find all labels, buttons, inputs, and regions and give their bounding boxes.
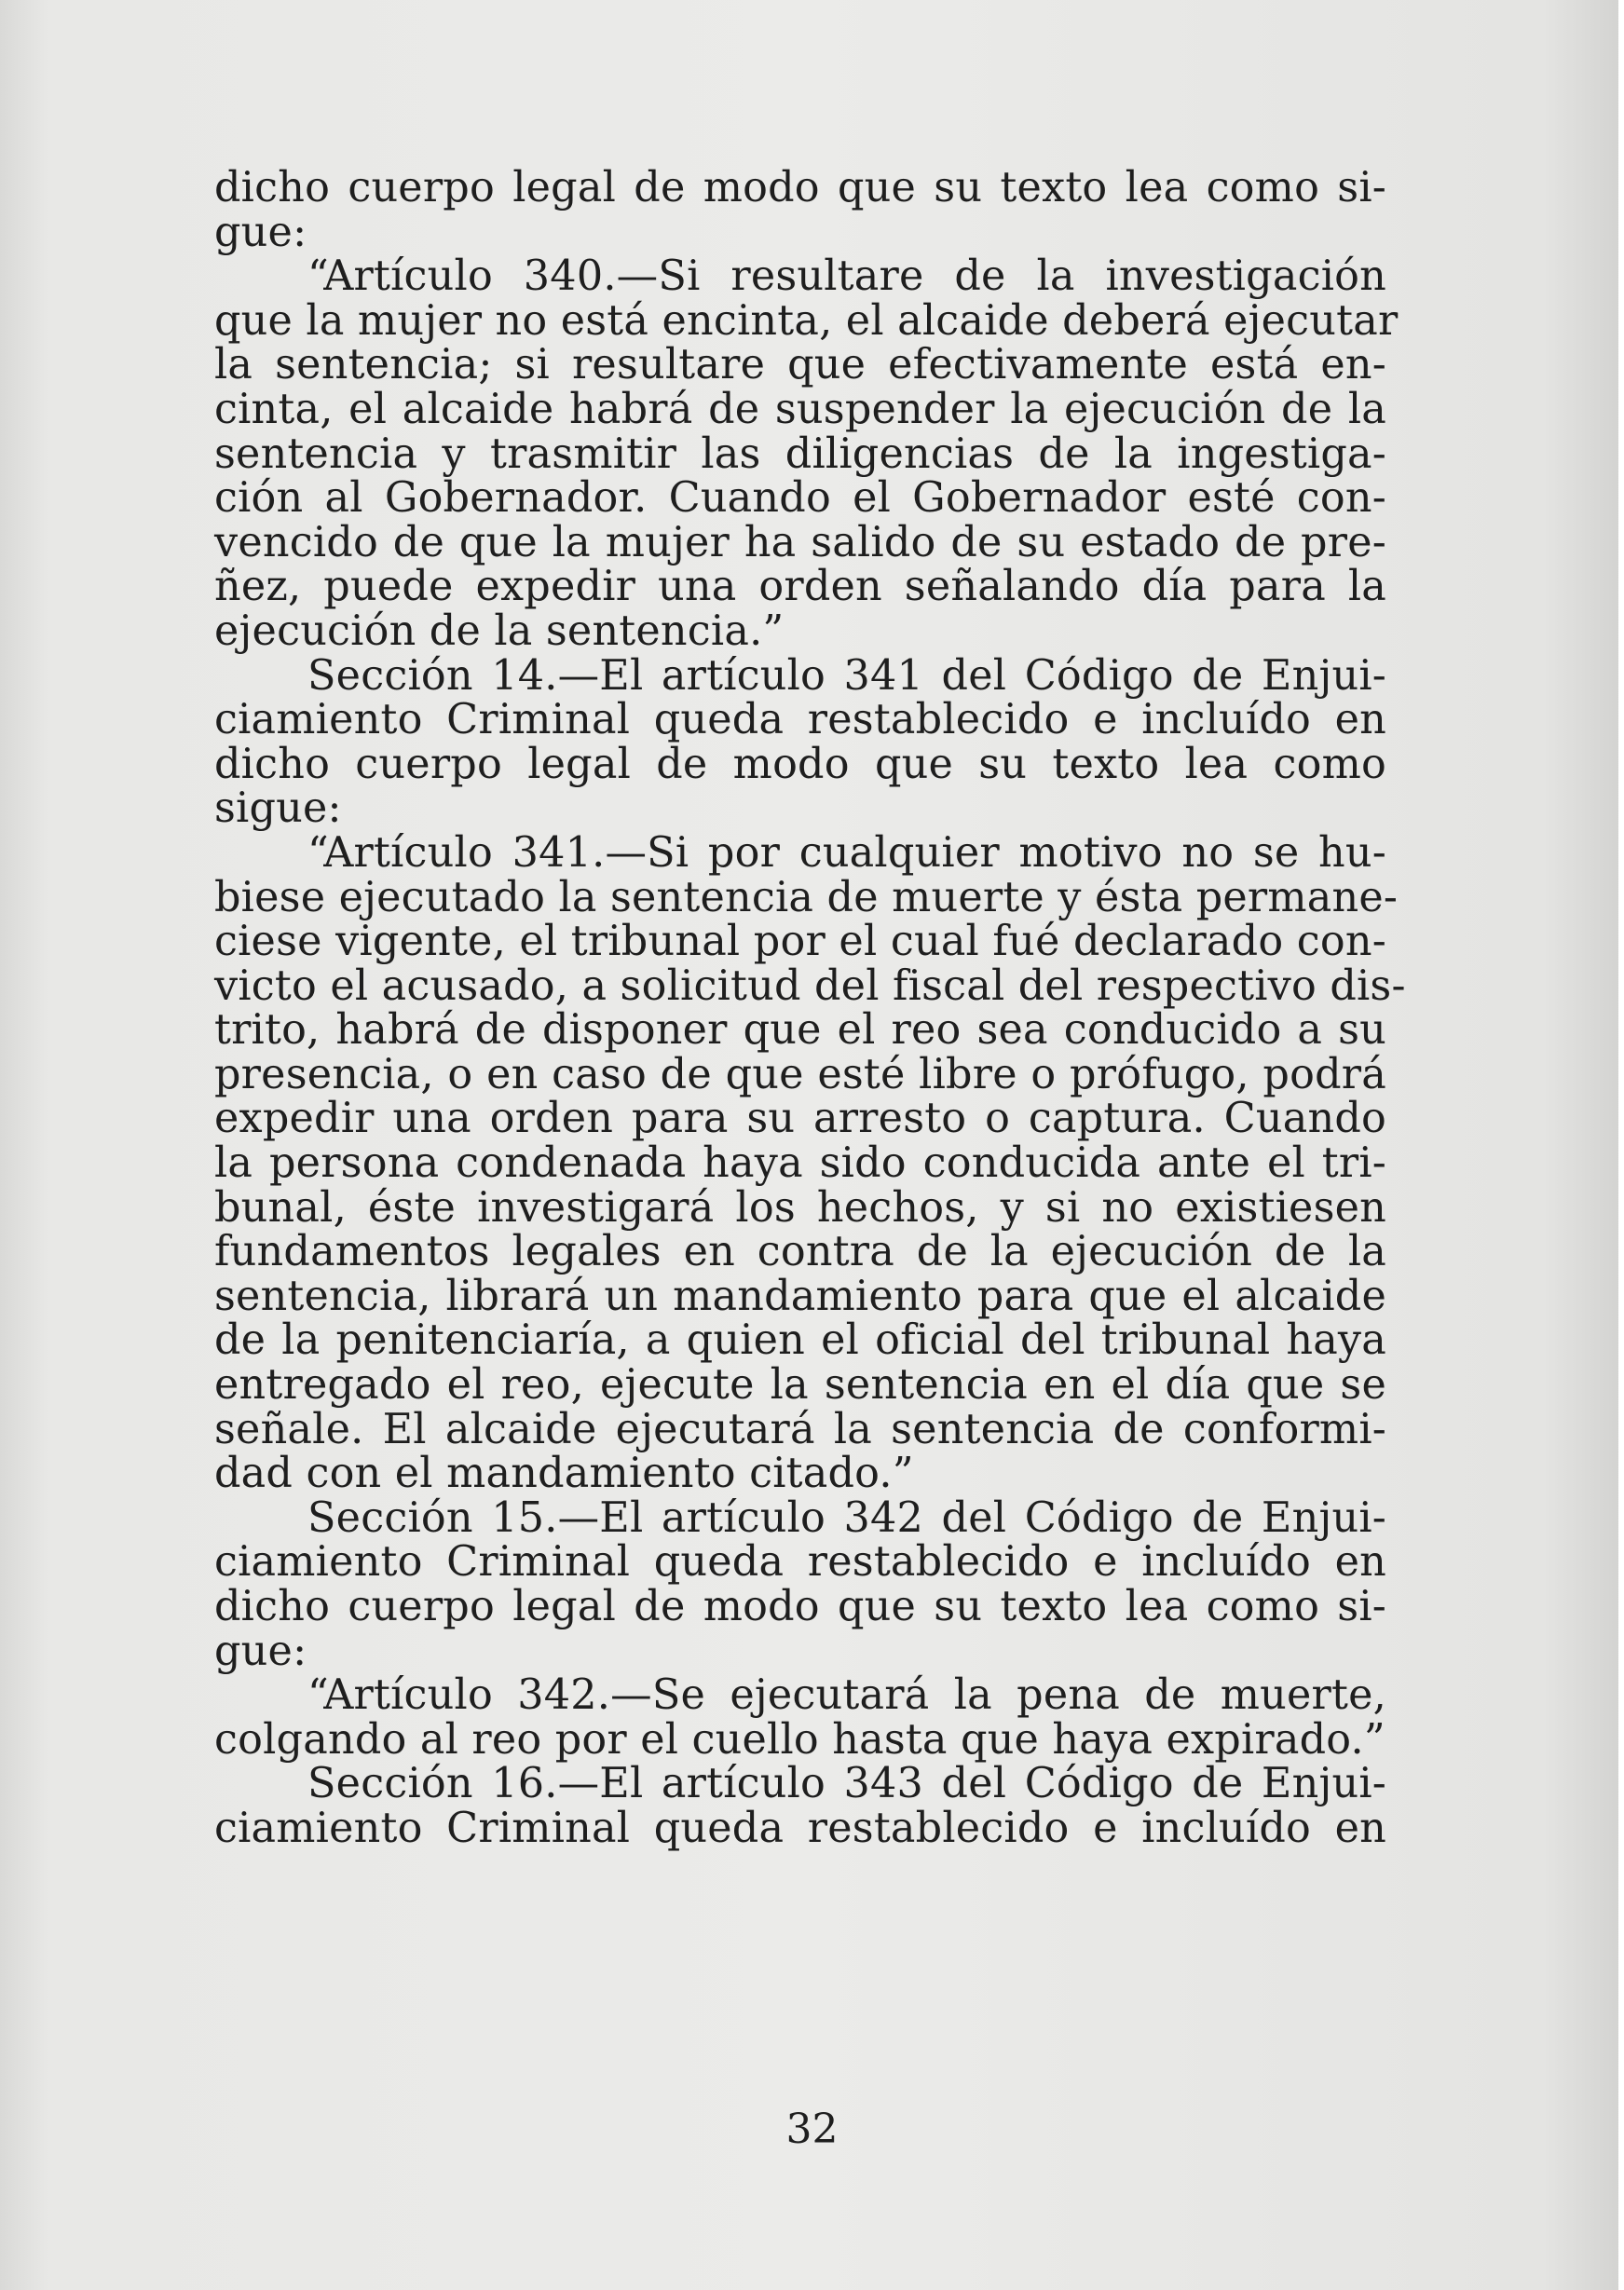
text-line: Sección 15.—El artículo 342 del Código de Enjui-	[307, 1493, 1386, 1542]
text-line: ejecución de la sentencia.”	[214, 607, 785, 655]
page-number: 32	[785, 2106, 839, 2153]
text-line: dad con el mandamiento citado.”	[214, 1450, 914, 1498]
text-line: victo el acusado, a solicitud del fiscal del respectivo dis-	[214, 961, 1406, 1010]
text-line: ción al Gobernador. Cuando el Gobernador esté con-	[214, 474, 1386, 523]
text-line: “Artículo 340.—Si resultare de la investigación	[307, 252, 1386, 301]
text-line: sentencia y trasmitir las diligencias de la ingestiga-	[214, 429, 1386, 478]
text-line: señale. El alcaide ejecutará la sentencia de conformi-	[214, 1405, 1386, 1453]
text-line: dicho cuerpo legal de modo que su texto lea como	[214, 740, 1386, 788]
text-line: ciamiento Criminal queda restablecido e incluído en	[214, 696, 1386, 744]
text-line: expedir una orden para su arresto o captura. Cuando	[214, 1095, 1386, 1143]
text-line: ñez, puede expedir una orden señalando día para la	[214, 563, 1386, 611]
text-line: colgando al reo por el cuello hasta que haya expirado.”	[214, 1715, 1385, 1764]
text-line: sigue:	[214, 784, 342, 833]
text-line: ciamiento Criminal queda restablecido e incluído en	[214, 1804, 1386, 1852]
text-line: entregado el reo, ejecute la sentencia en el día que se	[214, 1361, 1386, 1410]
body-text	[214, 164, 1406, 1852]
text-line: que la mujer no está encinta, el alcaide deberá ejecutar	[214, 296, 1399, 345]
text-line: ciamiento Criminal queda restablecido e incluído en	[214, 1538, 1386, 1587]
text-line: fundamentos legales en contra de la ejecución de la	[214, 1228, 1386, 1276]
text-line: dicho cuerpo legal de modo que su texto lea como si-	[214, 164, 1386, 211]
text-line: Sección 14.—El artículo 341 del Código de Enjui-	[307, 651, 1386, 700]
text-line: trito, habrá de disponer que el reo sea conducido a su	[214, 1006, 1386, 1055]
text-line: la persona condenada haya sido conducida ante el tri-	[214, 1139, 1386, 1188]
text-line: presencia, o en caso de que esté libre o prófugo, podrá	[214, 1050, 1386, 1098]
text-line: “Artículo 342.—Se ejecutará la pena de muerte,	[307, 1671, 1386, 1720]
text-line: sentencia, librará un mandamiento para que el alcaide	[214, 1272, 1386, 1320]
text-line: dicho cuerpo legal de modo que su texto lea como si-	[214, 1583, 1386, 1630]
text-line: biese ejecutado la sentencia de muerte y ésta permane-	[214, 873, 1399, 921]
text-line: cinta, el alcaide habrá de suspender la ejecución de la	[214, 385, 1386, 433]
text-line: gue:	[214, 208, 307, 256]
text-line: vencido de que la mujer ha salido de su estado de pre-	[214, 518, 1386, 566]
text-line: gue:	[214, 1627, 307, 1675]
text-line: de la penitenciaría, a quien el oficial del tribunal haya	[214, 1316, 1386, 1365]
text-line: “Artículo 341.—Si por cualquier motivo no se hu-	[307, 828, 1386, 877]
text-line: bunal, éste investigará los hechos, y si no existiesen	[214, 1183, 1386, 1232]
text-line: la sentencia; si resultare que efectivamente está en-	[214, 341, 1386, 389]
text-line: ciese vigente, el tribunal por el cual fué declarado con-	[214, 918, 1386, 966]
text-line: Sección 16.—El artículo 343 del Código de Enjui-	[307, 1760, 1386, 1808]
